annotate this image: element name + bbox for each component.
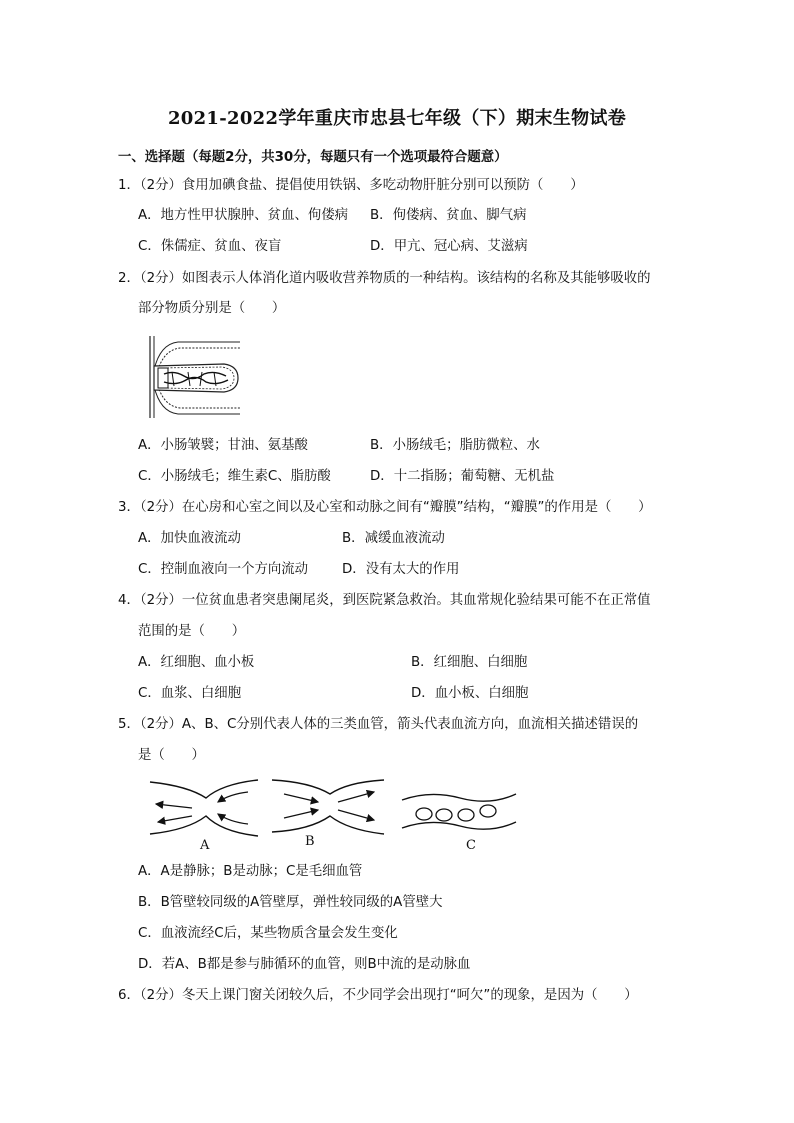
figure-label-b: B bbox=[305, 834, 315, 849]
question-1-option-c: C．侏儒症、贫血、夜盲 bbox=[138, 239, 282, 254]
vessel-a-figure bbox=[148, 776, 260, 840]
section-heading: 一、选择题（每题2分，共30分，每题只有一个选项最符合题意） bbox=[118, 150, 508, 165]
question-3-option-c: C．控制血液向一个方向流动 bbox=[138, 562, 309, 577]
question-1-option-d: D．甲亢、冠心病、艾滋病 bbox=[370, 239, 528, 254]
question-1-option-a: A．地方性甲状腺肿、贫血、佝偻病 bbox=[138, 208, 349, 223]
question-3-option-b: B．减缓血液流动 bbox=[342, 531, 445, 546]
question-3-stem: 3．（2分）在心房和心室之间以及心室和动脉之间有“瓣膜”结构，“瓣膜”的作用是（ ） bbox=[118, 500, 652, 515]
question-2-stem: 2．（2分）如图表示人体消化道内吸收营养物质的一种结构。该结构的名称及其能够吸收的 bbox=[118, 271, 651, 286]
question-5-option-d: D．若A、B都是参与肺循环的血管，则B中流的是动脉血 bbox=[138, 957, 471, 972]
question-4-stem-continued: 范围的是（ ） bbox=[138, 624, 246, 639]
vessel-b-figure bbox=[270, 776, 386, 836]
question-5-option-b: B．B管壁较同级的A管壁厚，弹性较同级的A管壁大 bbox=[138, 895, 443, 910]
question-2-option-b: B．小肠绒毛；脂肪微粒、水 bbox=[370, 438, 540, 453]
question-2-option-a: A．小肠皱襞；甘油、氨基酸 bbox=[138, 438, 308, 453]
question-4-stem: 4．（2分）一位贫血患者突患阑尾炎，到医院紧急救治。其血常规化验结果可能不在正常值 bbox=[118, 593, 651, 608]
vessel-c-figure bbox=[400, 788, 518, 834]
villus-figure bbox=[144, 334, 244, 420]
question-5-option-c: C．血液流经C后，某些物质含量会发生变化 bbox=[138, 926, 398, 941]
question-6-stem: 6．（2分）冬天上课门窗关闭较久后，不少同学会出现打“呵欠”的现象，是因为（ ） bbox=[118, 988, 638, 1003]
page-title: 2021-2022学年重庆市忠县七年级（下）期末生物试卷 bbox=[167, 108, 627, 129]
question-4-option-c: C．血浆、白细胞 bbox=[138, 686, 242, 701]
figure-label-c: C bbox=[466, 838, 476, 853]
question-2-stem-continued: 部分物质分别是（ ） bbox=[138, 301, 286, 316]
question-3-option-a: A．加快血液流动 bbox=[138, 531, 241, 546]
question-3-option-d: D．没有太大的作用 bbox=[342, 562, 460, 577]
question-1-option-b: B．佝偻病、贫血、脚气病 bbox=[370, 208, 527, 223]
question-4-option-d: D．血小板、白细胞 bbox=[411, 686, 529, 701]
question-5-stem-continued: 是（ ） bbox=[138, 748, 205, 763]
question-1-stem: 1．（2分）食用加碘食盐、提倡使用铁锅、多吃动物肝脏分别可以预防（ ） bbox=[118, 178, 584, 193]
figure-label-a: A bbox=[200, 838, 210, 853]
question-5-stem: 5．（2分）A、B、C分别代表人体的三类血管，箭头代表血流方向，血流相关描述错误的 bbox=[118, 717, 639, 732]
question-4-option-a: A．红细胞、血小板 bbox=[138, 655, 255, 670]
question-4-option-b: B．红细胞、白细胞 bbox=[411, 655, 528, 670]
question-5-option-a: A．A是静脉；B是动脉；C是毛细血管 bbox=[138, 864, 363, 879]
question-2-option-d: D．十二指肠；葡萄糖、无机盐 bbox=[370, 469, 555, 484]
question-2-option-c: C．小肠绒毛；维生素C、脂肪酸 bbox=[138, 469, 331, 484]
